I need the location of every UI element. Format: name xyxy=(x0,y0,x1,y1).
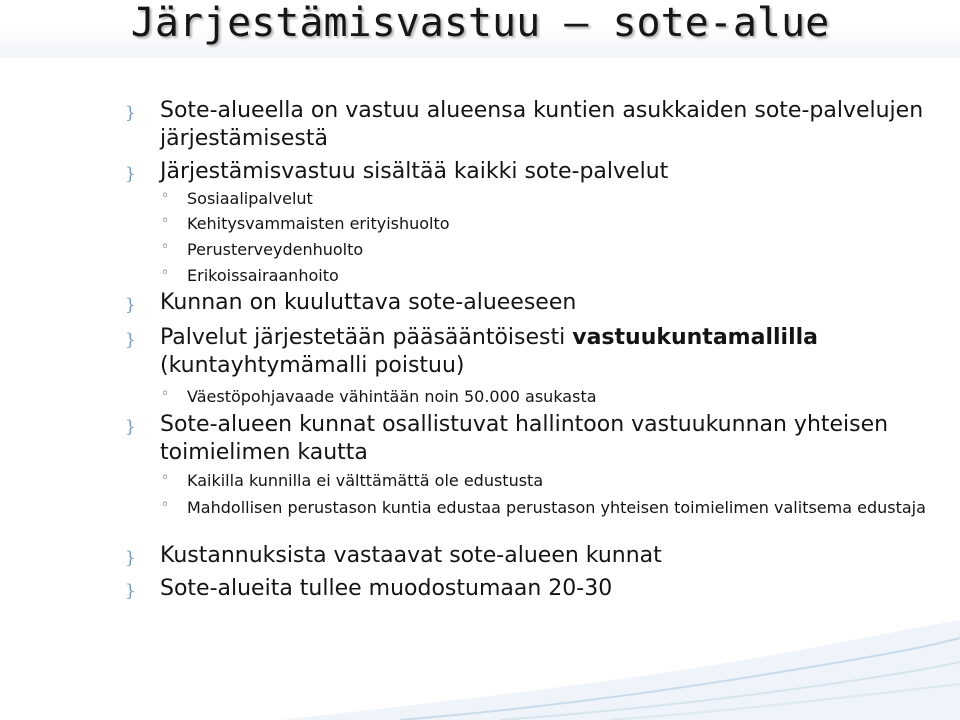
bullet-icon: } xyxy=(125,417,136,437)
bullet-icon: } xyxy=(125,103,136,123)
list-item-text: Mahdollisen perustason kuntia edustaa perustason yhteisen toimielimen valitsema edustaja xyxy=(187,498,926,517)
list-item-text-end: (kuntayhtymämalli poistuu) xyxy=(160,353,465,378)
list-item-text: Perusterveydenhuolto xyxy=(187,240,364,259)
circle-bullet-icon: ◦ xyxy=(161,497,170,513)
list-item-text: Väestöpohjavaade vähintään noin 50.000 asukasta xyxy=(187,387,597,406)
list-item-text: Kustannuksista vastaavat sote-alueen kunnat xyxy=(160,543,662,568)
circle-bullet-icon: ◦ xyxy=(161,470,170,486)
slide-title: Järjestämisvastuu – sote-alue xyxy=(130,0,830,46)
bullet-icon: } xyxy=(125,548,136,568)
bullet-icon: } xyxy=(125,330,136,350)
circle-bullet-icon: ◦ xyxy=(161,386,170,402)
emphasis-text: vastuukuntamallilla xyxy=(572,325,818,350)
list-item-text: Sote-alueita tullee muodostumaan 20-30 xyxy=(160,576,613,601)
list-item-text: Erikoissairaanhoito xyxy=(187,266,339,285)
circle-bullet-icon: ◦ xyxy=(161,213,170,229)
list-item-text: Sosiaalipalvelut xyxy=(187,189,313,208)
list-item-text: Kaikilla kunnilla ei välttämättä ole edustusta xyxy=(187,471,544,490)
list-item-text: Järjestämisvastuu sisältää kaikki sote-palvelut xyxy=(160,159,669,184)
list-item-text: Sote-alueen kunnat osallistuvat hallintoon vastuukunnan yhteisen toimielimen kautta xyxy=(160,412,889,465)
circle-bullet-icon: ◦ xyxy=(161,265,170,281)
bullet-icon: } xyxy=(125,581,136,601)
list-item-text: Sote-alueella on vastuu alueensa kuntien asukkaiden sote-palvelujen järjestämisestä xyxy=(160,98,924,151)
list-item-text xyxy=(160,324,950,380)
list-item-text-start: Palvelut järjestetään pääsääntöisesti xyxy=(160,325,573,350)
circle-bullet-icon: ◦ xyxy=(161,188,170,204)
circle-bullet-icon: ◦ xyxy=(161,239,170,255)
bullet-icon: } xyxy=(125,164,136,184)
list-item-text: Kehitysvammaisten erityishuolto xyxy=(187,214,450,233)
list-item-text: Kunnan on kuuluttava sote-alueeseen xyxy=(160,290,577,315)
bullet-icon: } xyxy=(125,295,136,315)
